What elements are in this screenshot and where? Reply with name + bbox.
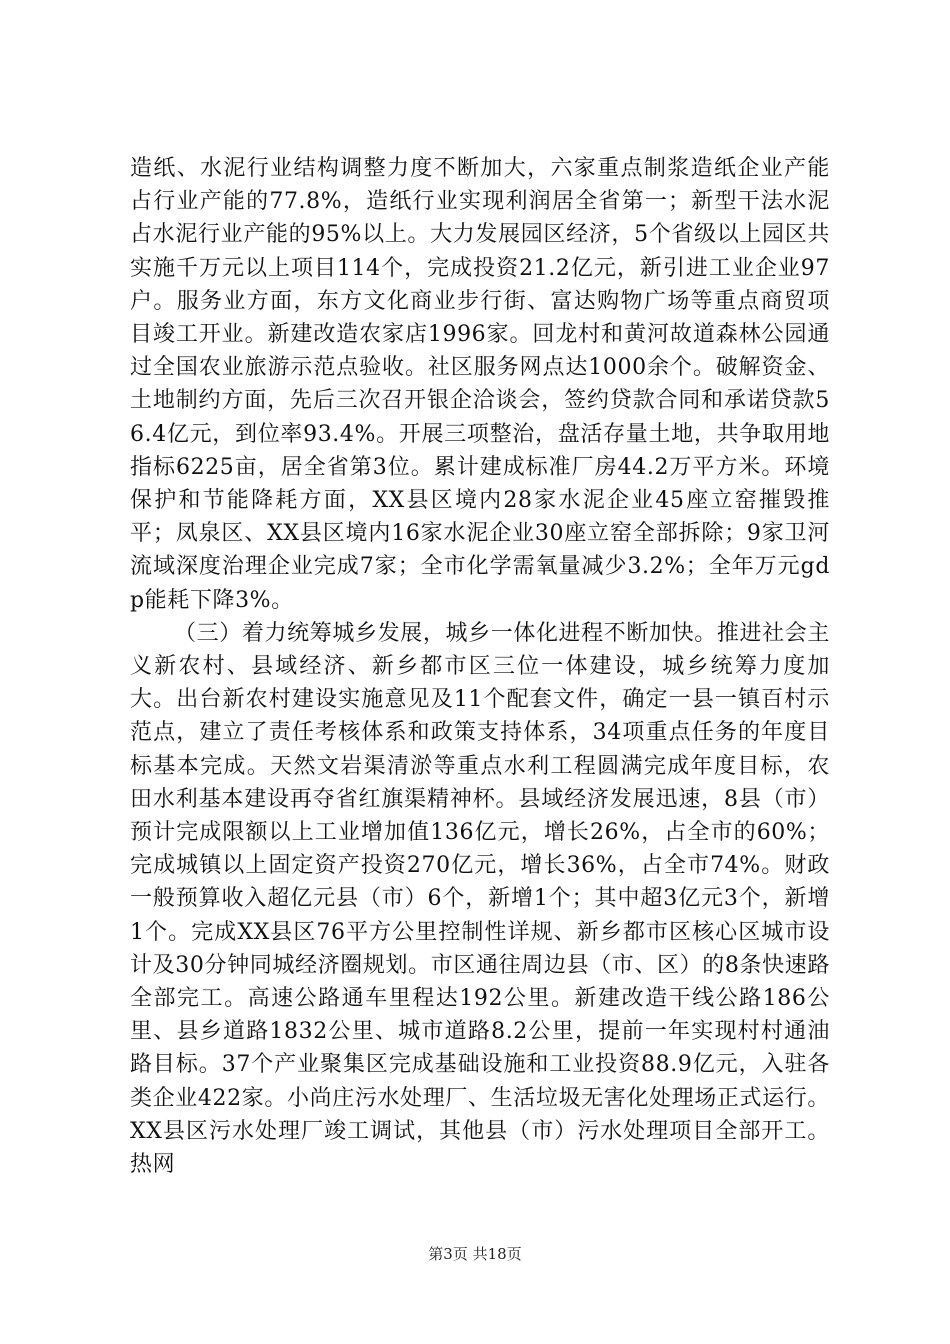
document-body [130, 152, 830, 1181]
paragraph-section-three: （三）着力统筹城乡发展，城乡一体化进程不断加快。推进社会主义新农村、县域经济、新乡都市区三位一体建设，城乡统筹力度加大。出台新农村建设实施意见及11个配套文件，确定一县一镇百村示范点，建立了责任考核体系和政策支持体系，34项重点任务的年度目标基本完成。天然文岩渠清淤等重点水利工程圆满完成年度目标，农田水利基本建设再夺省红旗渠精神杯。县域经济发展迅速，8县（市）预计完成限额以上工业增加值136亿元，增长26%，占全市的60%；完成城镇以上固定资产投资270亿元，增长36%，占全市74%。财政一般预算收入超亿元县（市）6个，新增1个；其中超3亿元3个，新增1个。完成XX县区76平方公里控制性详规、新乡都市区核心区城市设计及30分钟同城经济圈规划。市区通往周边县（市、区）的8条快速路全部完工。高速公路通车里程达192公里。新建改造干线公路186公里、县乡道路1832公里、城市道路8.2公里，提前一年实现村村通油路目标。37个产业聚集区完成基础设施和工业投资88.9亿元，入驻各类企业422家。小尚庄污水处理厂、生活垃圾无害化处理场正式运行。XX县区污水处理厂竣工调试，其他县（市）污水处理项目全部开工。热网 [130, 620, 830, 1178]
paragraph-continuation: 造纸、水泥行业结构调整力度不断加大，六家重点制浆造纸企业产能占行业产能的77.8%，造纸行业实现利润居全省第一；新型干法水泥占水泥行业产能的95%以上。大力发展园区经济，5个省级以上园区共实施千万元以上项目114个，完成投资21.2亿元，新引进工业企业97户。服务业方面，东方文化商业步行街、富达购物广场等重点商贸项目竣工开业。新建改造农家店1996家。回龙村和黄河故道森林公园通过全国农业旅游示范点验收。社区服务网点达1000余个。破解资金、土地制约方面，先后三次召开银企洽谈会，签约贷款合同和承诺贷款56.4亿元，到位率93.4%。开展三项整治，盘活存量土地，共争取用地指标6225亩，居全省第3位。累计建成标准厂房44.2万平方米。环境保护和节能降耗方面，XX县区境内28家水泥企业45座立窑摧毁推平；凤泉区、XX县区境内16家水泥企业30座立窑全部拆除；9家卫河流域深度治理企业完成7家；全市化学需氧量减少3.2%；全年万元gdp能耗下降3%。 [130, 156, 830, 613]
page-number-label: 第3页 共18页 [428, 1245, 522, 1263]
page-footer [0, 1244, 950, 1264]
